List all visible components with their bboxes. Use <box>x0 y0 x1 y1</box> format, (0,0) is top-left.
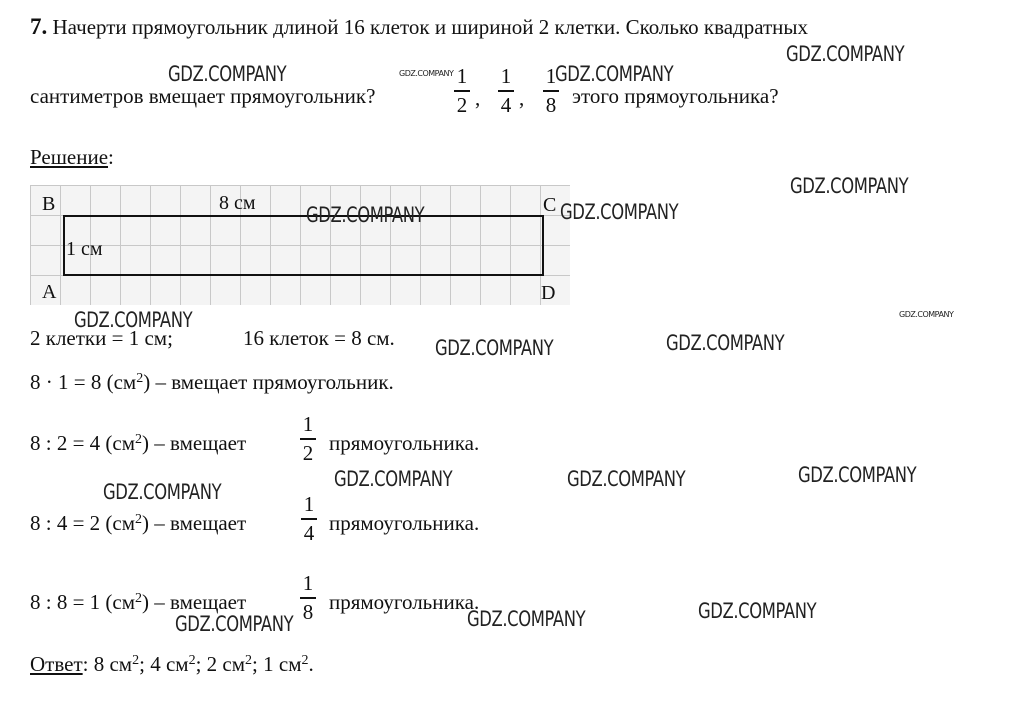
line-5-expr: 8 : 8 = 1 (см <box>30 590 136 614</box>
fraction-numerator: 1 <box>545 64 557 88</box>
watermark: GDZ.COMPANY <box>168 62 287 86</box>
fraction-denominator: 8 <box>545 92 557 117</box>
exponent: 2 <box>188 653 196 668</box>
fraction-numerator: 1 <box>302 571 314 595</box>
fraction-bar <box>300 438 316 440</box>
line-3-text: ) – вмещает <box>142 431 247 455</box>
corner-a-label: A <box>42 281 57 303</box>
exponent: 2 <box>301 653 309 668</box>
watermark: GDZ.COMPANY <box>334 467 453 491</box>
answer-colon: : <box>82 652 89 676</box>
exponent: 2 <box>245 653 253 668</box>
solution-line-1a: 2 клетки = 1 см; <box>30 326 173 350</box>
line-2-expr: 8 · 1 = 8 (см <box>30 370 137 394</box>
task-number: 7. <box>30 14 48 39</box>
fraction-denominator: 4 <box>303 520 315 545</box>
fraction-denominator: 2 <box>302 440 314 465</box>
exponent: 2 <box>135 591 143 606</box>
fraction-bar <box>454 90 470 92</box>
answer-value: 2 см <box>206 652 246 676</box>
line-2-text: ) – вмещает прямоугольник. <box>143 370 394 394</box>
task-line-2-start: сантиметров вмещает прямоугольник? <box>30 84 376 108</box>
comma: , <box>475 86 481 110</box>
solution-colon: : <box>108 145 114 169</box>
answer-sep: ; <box>252 652 258 676</box>
watermark: GDZ.COMPANY <box>175 612 294 636</box>
task-line-1 <box>30 14 808 40</box>
solution-label: Решение <box>30 145 109 169</box>
task-text-1: Начерти прямоугольник длиной 16 клеток и шириной 2 клетки. Сколько квадратных <box>52 15 809 39</box>
fraction-numerator: 1 <box>500 64 512 88</box>
fraction-numerator: 1 <box>456 64 468 88</box>
fraction-quarter <box>496 66 516 116</box>
watermark: GDZ.COMPANY <box>399 69 454 78</box>
fraction-bar <box>301 518 317 520</box>
watermark: GDZ.COMPANY <box>560 200 679 224</box>
watermark: GDZ.COMPANY <box>790 174 909 198</box>
fraction-bar <box>543 90 559 92</box>
exponent: 2 <box>136 371 144 386</box>
exponent: 2 <box>135 512 143 527</box>
answer-value: 4 см <box>150 652 189 676</box>
solution-heading <box>30 145 114 170</box>
fraction-quarter-line-4 <box>299 494 319 544</box>
fraction-bar <box>300 597 316 599</box>
line-3-expr: 8 : 2 = 4 (см <box>30 431 136 455</box>
watermark: GDZ.COMPANY <box>698 599 817 623</box>
watermark: GDZ.COMPANY <box>103 480 222 504</box>
solution-line-3 <box>30 431 246 456</box>
solution-line-2 <box>30 370 394 395</box>
watermark: GDZ.COMPANY <box>567 467 686 491</box>
fraction-half <box>452 66 472 116</box>
answer-line <box>30 652 314 677</box>
line-4-end: прямоугольника. <box>329 511 480 535</box>
watermark: GDZ.COMPANY <box>786 42 905 66</box>
task-line-2-end: этого прямоугольника? <box>572 84 779 108</box>
answer-sep: ; <box>139 652 145 676</box>
fraction-numerator: 1 <box>303 492 315 516</box>
answer-value: 1 см <box>263 652 302 676</box>
watermark: GDZ.COMPANY <box>306 203 425 227</box>
line-5-text: ) – вмещает <box>142 590 247 614</box>
answer-label: Ответ <box>30 652 83 676</box>
fraction-denominator: 4 <box>500 92 512 117</box>
answer-sep: ; <box>195 652 202 676</box>
solution-line-1b: 16 клеток = 8 см. <box>243 326 395 350</box>
watermark: GDZ.COMPANY <box>467 607 586 631</box>
watermark: GDZ.COMPANY <box>435 336 554 360</box>
fraction-eighth-line-5 <box>298 573 318 623</box>
line-4-text: ) – вмещает <box>142 511 247 535</box>
corner-c-label: C <box>543 194 557 216</box>
fraction-half-line-3 <box>298 414 318 464</box>
fraction-numerator: 1 <box>302 412 314 436</box>
watermark: GDZ.COMPANY <box>74 308 193 332</box>
exponent: 2 <box>135 432 143 447</box>
corner-d-label: D <box>541 282 556 304</box>
line-3-end: прямоугольника. <box>329 431 480 455</box>
exponent: 2 <box>132 653 140 668</box>
watermark: GDZ.COMPANY <box>666 331 785 355</box>
corner-b-label: B <box>42 193 56 215</box>
line-4-expr: 8 : 4 = 2 (см <box>30 511 136 535</box>
rectangle-abcd <box>63 215 544 276</box>
watermark: GDZ.COMPANY <box>555 62 674 86</box>
line-5-end: прямоугольника. <box>329 590 480 614</box>
fraction-denominator: 2 <box>456 92 468 117</box>
answer-value: 8 см <box>93 652 133 676</box>
width-label: 1 см <box>66 238 103 260</box>
length-label: 8 см <box>219 192 256 214</box>
watermark: GDZ.COMPANY <box>899 310 954 319</box>
comma: , <box>519 86 525 110</box>
fraction-denominator: 8 <box>302 599 314 624</box>
answer-sep: . <box>308 652 314 676</box>
watermark: GDZ.COMPANY <box>798 463 917 487</box>
fraction-bar <box>498 90 514 92</box>
solution-line-4 <box>30 511 246 536</box>
